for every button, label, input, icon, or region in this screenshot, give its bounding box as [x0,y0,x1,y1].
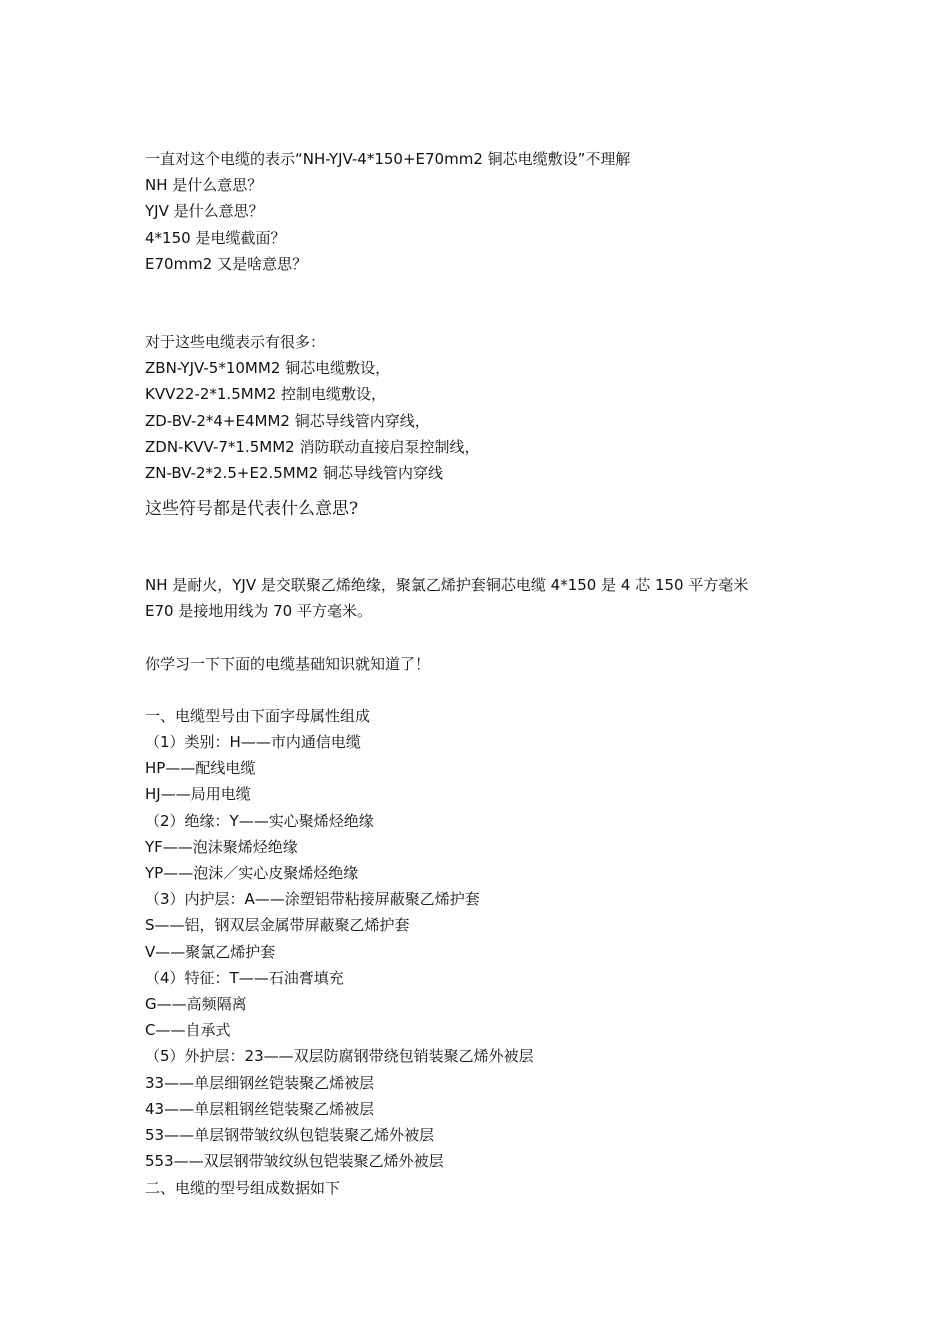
intro-line: YJV 是什么意思？ [145,202,264,221]
intro-line: NH 是什么意思？ [145,176,263,195]
answer-section [145,572,845,624]
knowledge-line: （4）特征：T——石油膏填充 [145,968,344,987]
intro-line: E70mm2 又是啥意思？ [145,254,308,273]
knowledge-line: （1）类别：H——市内通信电缆 [145,733,361,752]
intro-line: 4*150 是电缆截面？ [145,228,286,247]
knowledge-line: （3）内护层：A——涂塑铝带粘接屏蔽聚乙烯护套 [145,890,480,909]
examples-line: 对于这些电缆表示有很多： [145,333,326,352]
examples-section [145,329,845,486]
knowledge-line: 553——双层钢带皱纹纵包铠装聚乙烯外被层 [145,1152,444,1171]
spacer [145,522,845,572]
examples-line: ZN-BV-2*2.5+E2.5MM2 铜芯导线管内穿线 [145,464,443,483]
knowledge-line: YP——泡沫／实心皮聚烯烃绝缘 [145,864,359,883]
spacer [145,677,845,703]
intro-section [145,146,845,277]
question-heading: 这些符号都是代表什么意思? [145,499,359,520]
knowledge-section [145,703,845,1201]
answer-line: E70 是接地用线为 70 平方毫米。 [145,602,372,621]
knowledge-line: 33——单层细钢丝铠装聚乙烯被层 [145,1073,375,1092]
spacer [145,277,845,329]
knowledge-line: （5）外护层：23——双层防腐钢带绕包销装聚乙烯外被层 [145,1047,534,1066]
suggestion-text: 你学习一下下面的电缆基础知识就知道了！ [145,654,431,673]
intro-line: 一直对这个电缆的表示“NH-YJV-4*150+E70mm2 铜芯电缆敷设”不理解 [145,150,631,168]
knowledge-line: YF——泡沫聚烯烃绝缘 [145,837,298,856]
document-page [145,146,845,1201]
knowledge-line: G——高频隔离 [145,995,247,1014]
knowledge-line: S——铝，钢双层金属带屏蔽聚乙烯护套 [145,916,410,935]
knowledge-line: HP——配线电缆 [145,759,256,778]
knowledge-line: C——自承式 [145,1021,231,1040]
examples-line: ZDN-KVV-7*1.5MM2 消防联动直接启泵控制线， [145,437,480,456]
examples-line: ZBN-YJV-5*10MM2 铜芯电缆敷设， [145,359,391,378]
knowledge-line: HJ——局用电缆 [145,785,251,804]
spacer [145,625,845,651]
knowledge-line: （2）绝缘：Y——实心聚烯烃绝缘 [145,811,374,830]
examples-line: KVV22-2*1.5MM2 控制电缆敷设， [145,385,386,404]
knowledge-line: 53——单层钢带皱纹纵包铠装聚乙烯外被层 [145,1126,435,1145]
knowledge-line: 二、电缆的型号组成数据如下 [145,1178,341,1197]
examples-line: ZD-BV-2*4+E4MM2 铜芯导线管内穿线， [145,411,430,430]
answer-line: NH 是耐火，YJV 是交联聚乙烯绝缘，聚氯乙烯护套铜芯电缆 4*150 是 4 芯 150 平方毫米 [145,576,749,595]
knowledge-line: 一、电缆型号由下面字母属性组成 [145,706,371,725]
knowledge-line: 43——单层粗钢丝铠装聚乙烯被层 [145,1099,375,1118]
knowledge-line: V——聚氯乙烯护套 [145,942,276,961]
